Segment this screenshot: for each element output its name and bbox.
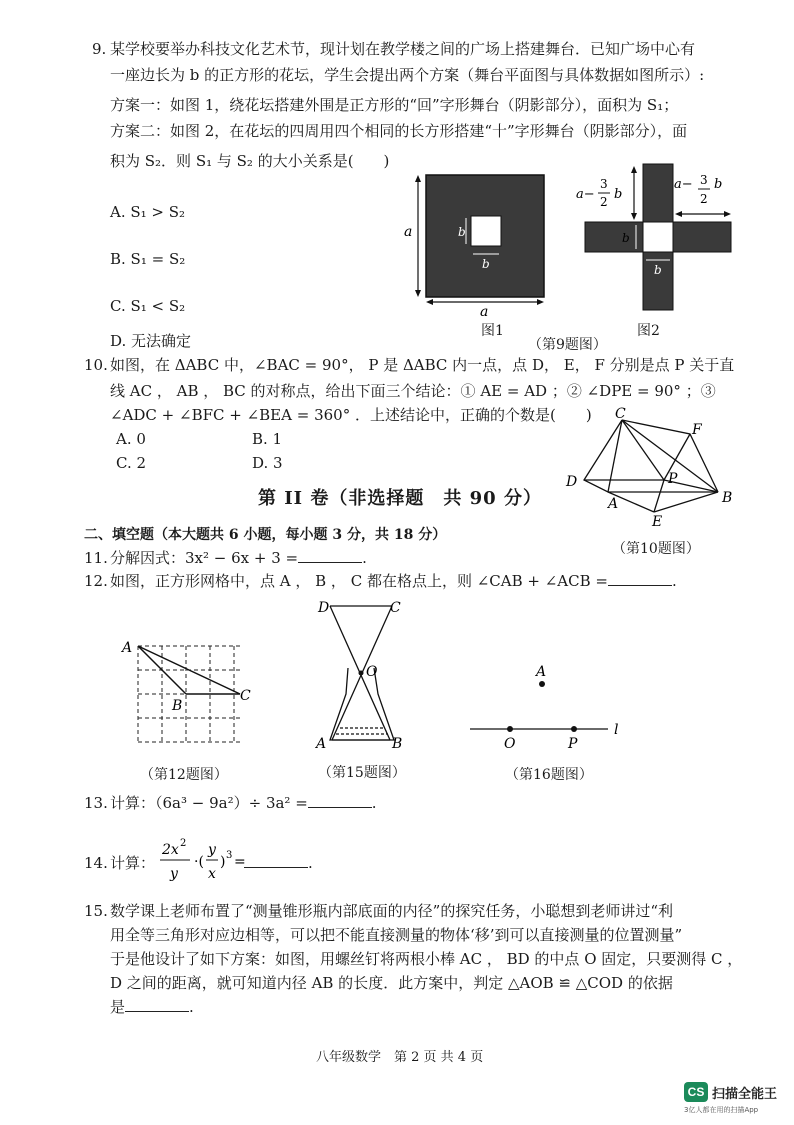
q9-number: 9. <box>92 40 107 58</box>
q12-answer-blank[interactable] <box>608 571 672 586</box>
fig2-label-left-b: b <box>614 187 623 202</box>
q10-option-d: D. 3 <box>252 454 283 472</box>
q14-number: 14. <box>84 854 108 872</box>
q10-label-e: E <box>652 514 663 530</box>
q9-line5: 积为 S₂．则 S₁ 与 S₂ 的大小关系是( ) <box>110 152 390 170</box>
q10-label-p: P <box>668 471 678 487</box>
fig16-label-a: A <box>536 664 547 680</box>
fig12-label-c: C <box>240 688 251 704</box>
q9-option-b: B. S₁ = S₂ <box>110 250 186 268</box>
fig1-flowerbed <box>471 216 501 246</box>
fig12-label-a: A <box>122 640 133 656</box>
q10-figure <box>560 404 740 534</box>
q12-number: 12. <box>84 572 108 590</box>
q13-number: 13. <box>84 794 108 812</box>
q10-option-a: A. 0 <box>116 430 146 448</box>
q15-line4: D 之间的距离，就可知道内径 AB 的长度．此方案中，判定 △AOB ≌ △COD 的依据 <box>110 974 673 992</box>
svg-text:y: y <box>208 842 216 858</box>
svg-text:·(: ·( <box>194 854 204 870</box>
q10-label-c: C <box>615 406 626 422</box>
q10-line2: 线 AC ， AB ， BC 的对称点，给出下面三个结论：① AE = AD ；② ∠DPE = 90° ；③ <box>110 382 716 400</box>
q9-figure-2 <box>570 158 770 318</box>
svg-text:=: = <box>234 854 246 870</box>
q15-line5: 是 . <box>110 998 194 1016</box>
fig2-rect-bottom <box>643 252 673 310</box>
fill-in-section-title: 二、填空题（本大题共 6 小题，每小题 3 分，共 18 分） <box>84 527 447 543</box>
q10-line3: ∠ADC + ∠BFC + ∠BEA = 360° ．上述结论中，正确的个数是( ) <box>110 406 592 424</box>
fig2-label-left-num: 3 <box>600 177 608 191</box>
fig2-label-right-a: a− <box>674 177 693 192</box>
section-2-title: 第 II 卷（非选择题 共 90 分） <box>258 488 542 509</box>
fig12-caption: （第12题图） <box>140 767 228 783</box>
fig2-label-right-num: 3 <box>700 173 708 187</box>
q10-label-b: B <box>722 490 733 506</box>
q10-label-d: D <box>566 474 578 490</box>
fig15-label-d: D <box>318 600 330 616</box>
q10-option-c: C. 2 <box>116 454 147 472</box>
q9-line3: 方案一：如图 1，绕花坛搭建外围是正方形的“回”字形舞台（阴影部分），面积为 S₁； <box>110 96 679 114</box>
svg-text:3: 3 <box>226 850 233 861</box>
fig12-grid-figure <box>118 636 258 748</box>
q9-figure-1 <box>400 170 560 340</box>
fig2-rect-right <box>673 222 731 252</box>
fig16-label-o: O <box>504 736 516 752</box>
svg-text:): ) <box>220 854 226 870</box>
q9-option-d: D. 无法确定 <box>110 332 192 350</box>
q10-label-a: A <box>608 496 619 512</box>
fig2-label-right-den: 2 <box>700 192 708 206</box>
q14-expression <box>156 836 252 888</box>
svg-text:y: y <box>170 866 178 882</box>
fig2-flowerbed <box>643 222 673 252</box>
fig1-caption: 图1 <box>481 323 504 339</box>
fig1-label-a-side: a <box>404 224 413 240</box>
q12-question: 如图，正方形网格中，点 A ， B ， C 都在格点上，则 ∠CAB + ∠ACB = . <box>110 572 677 590</box>
fig16-label-p: P <box>568 736 578 752</box>
fig12-label-b: B <box>172 698 183 714</box>
fig15-label-a: A <box>316 736 327 752</box>
q12-text: 如图，正方形网格中，点 A ， B ， C 都在格点上，则 ∠CAB + ∠ACB = <box>110 572 608 590</box>
camscanner-brand: 扫描全能王 <box>712 1087 778 1102</box>
svg-text:x: x <box>208 866 216 882</box>
q11-text: 分解因式：3x² − 6x + 3 = <box>110 549 299 567</box>
fig2-label-b-side: b <box>622 231 630 245</box>
q10-number: 10. <box>84 356 108 374</box>
q13-answer-blank[interactable] <box>308 793 372 808</box>
fig2-label-left-a: a− <box>576 187 595 202</box>
q9-line1: 某学校要举办科技文化艺术节，现计划在教学楼之间的广场上搭建舞台．已知广场中心有 <box>110 40 696 58</box>
fig1-label-b-side: b <box>458 225 466 239</box>
q9-option-a: A. S₁ > S₂ <box>110 203 186 221</box>
q9-option-c: C. S₁ < S₂ <box>110 297 186 315</box>
q11-number: 11. <box>84 549 108 567</box>
fig15-label-o: O <box>366 664 378 680</box>
q9-line2: 一座边长为 b 的正方形的花坛，学生会提出两个方案（舞台平面图与具体数据如图所示）: <box>110 66 705 84</box>
svg-text:2: 2 <box>180 838 187 849</box>
fig2-label-right-b: b <box>714 177 723 192</box>
fig2-rect-left <box>585 222 643 252</box>
q15-line2: 用全等三角形对应边相等，可以把不能直接测量的物体‘移’到可以直接测量的位置测量” <box>110 926 683 944</box>
q15-line3: 于是他设计了如下方案：如图，用螺丝钉将两根小棒 AC ， BD 的中点 O 固定，只要测得 C ， <box>110 950 743 968</box>
fig15-flask-figure <box>310 596 410 756</box>
fig16-caption: （第16题图） <box>505 767 593 783</box>
q13-text: 计算：（6a³ − 9a²）÷ 3a² = <box>110 794 308 812</box>
fig15-caption: （第15题图） <box>318 765 406 781</box>
fig2-label-b-bottom: b <box>654 263 662 277</box>
fig16-label-l: l <box>614 722 619 738</box>
q9-figure-caption: （第9题图） <box>528 337 607 353</box>
q9-line4: 方案二：如图 2，在花坛的四周用四个相同的长方形搭建“十”字形舞台（阴影部分），面 <box>110 122 688 140</box>
q15-line1: 数学课上老师布置了“测量锥形瓶内部底面的内径”的探究任务，小聪想到老师讲过“利 <box>110 902 674 920</box>
q13-question: 计算：（6a³ − 9a²）÷ 3a² = . <box>110 794 377 812</box>
q10-line1: 如图，在 ΔABC 中，∠BAC = 90°， P 是 ΔABC 内一点，点 D， E， F 分别是点 P 关于直 <box>110 356 735 374</box>
fig2-label-left-den: 2 <box>600 195 608 209</box>
q14-answer-line: . <box>244 852 313 874</box>
fig2-caption: 图2 <box>637 323 660 339</box>
camscanner-logo-icon: CS <box>684 1082 708 1102</box>
svg-text:2x: 2x <box>162 842 179 858</box>
q10-caption: （第10题图） <box>612 541 700 557</box>
q11-question: 分解因式：3x² − 6x + 3 = . <box>110 549 367 567</box>
fig15-label-b: B <box>392 736 403 752</box>
q10-option-b: B. 1 <box>252 430 283 448</box>
q10-label-f: F <box>692 422 702 438</box>
page-footer: 八年级数学 第 2 页 共 4 页 <box>316 1050 484 1065</box>
q11-answer-blank[interactable] <box>298 548 362 563</box>
q14-answer-blank[interactable] <box>244 853 308 868</box>
q15-number: 15. <box>84 902 108 920</box>
fig15-label-c: C <box>390 600 401 616</box>
fig1-label-b-bottom: b <box>482 257 490 271</box>
fig1-label-a-bottom: a <box>480 304 489 320</box>
q14-prefix: 计算： <box>110 854 156 872</box>
fig16-figure <box>466 656 636 756</box>
q15-answer-blank[interactable] <box>125 997 189 1012</box>
camscanner-watermark <box>680 1080 790 1120</box>
fig2-rect-top <box>643 164 673 222</box>
camscanner-tagline: 3亿人都在用的扫描App <box>684 1106 759 1114</box>
